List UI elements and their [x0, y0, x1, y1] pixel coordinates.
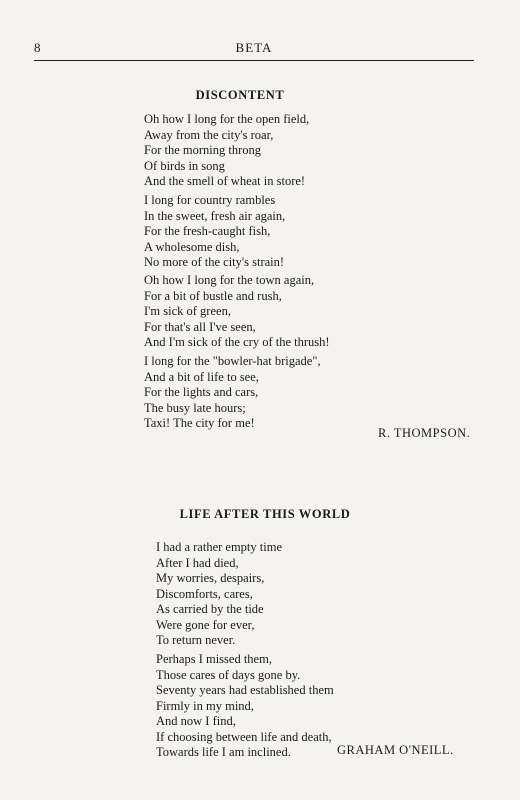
running-head: BETA [235, 40, 273, 55]
verse-line: For that's all I've seen, [144, 319, 256, 334]
page-header [34, 40, 474, 60]
stanza [156, 540, 282, 649]
verse-line: After I had died, [156, 555, 239, 570]
verse-line: The busy late hours; [144, 400, 246, 415]
stanza [144, 273, 330, 351]
verse-line: Perhaps I missed them, [156, 652, 272, 666]
verse-line: My worries, despairs, [156, 571, 265, 585]
verse-line: And I'm sick of the cry of the thrush! [144, 335, 330, 349]
verse-line: And a bit of life to see, [144, 369, 259, 384]
verse-line: Away from the city's roar, [144, 127, 274, 142]
header-rule [34, 60, 474, 61]
poem-title: LIFE AFTER THIS WORLD [179, 507, 351, 521]
verse-line: For a bit of bustle and rush, [144, 288, 282, 303]
verse-line: Were gone for ever, [156, 617, 255, 632]
stanza [144, 112, 309, 190]
verse-line: And now I find, [156, 714, 236, 728]
verse-line: Discomforts, cares, [156, 586, 253, 601]
verse-line: Taxi! The city for me! [144, 416, 255, 430]
stanza [156, 652, 334, 761]
verse-line: I long for the "bowler-hat brigade", [144, 354, 321, 368]
verse-line: A wholesome dish, [144, 239, 240, 254]
verse-line: Towards life I am inclined. [156, 745, 291, 759]
verse-line: I long for country rambles [144, 193, 276, 207]
verse-line: Those cares of days gone by. [156, 667, 301, 682]
verse-line: I'm sick of green, [144, 304, 231, 318]
poem-author: R. THOMPSON. [378, 426, 471, 440]
verse-line: And the smell of wheat in store! [144, 174, 306, 188]
poem-author: GRAHAM O'NEILL. [337, 743, 454, 757]
poem-title: DISCONTENT [195, 88, 285, 102]
page-number: 8 [34, 40, 41, 55]
verse-line: Seventy years had established them [156, 683, 334, 697]
verse-line: For the morning throng [144, 143, 262, 157]
verse-line: In the sweet, fresh air again, [144, 208, 286, 223]
verse-line: As carried by the tide [156, 602, 264, 616]
verse-line: I had a rather empty time [156, 540, 282, 554]
verse-line: For the lights and cars, [144, 385, 259, 399]
verse-line: No more of the city's strain! [144, 255, 285, 269]
verse-line: Oh how I long for the open field, [144, 112, 310, 126]
stanza [144, 193, 285, 271]
verse-line: To return never. [156, 633, 236, 647]
stanza [144, 354, 321, 432]
verse-line: Firmly in my mind, [156, 698, 254, 713]
verse-line: Oh how I long for the town again, [144, 273, 315, 287]
verse-line: Of birds in song [144, 158, 225, 173]
verse-line: If choosing between life and death, [156, 729, 332, 744]
verse-line: For the fresh-caught fish, [144, 224, 271, 238]
